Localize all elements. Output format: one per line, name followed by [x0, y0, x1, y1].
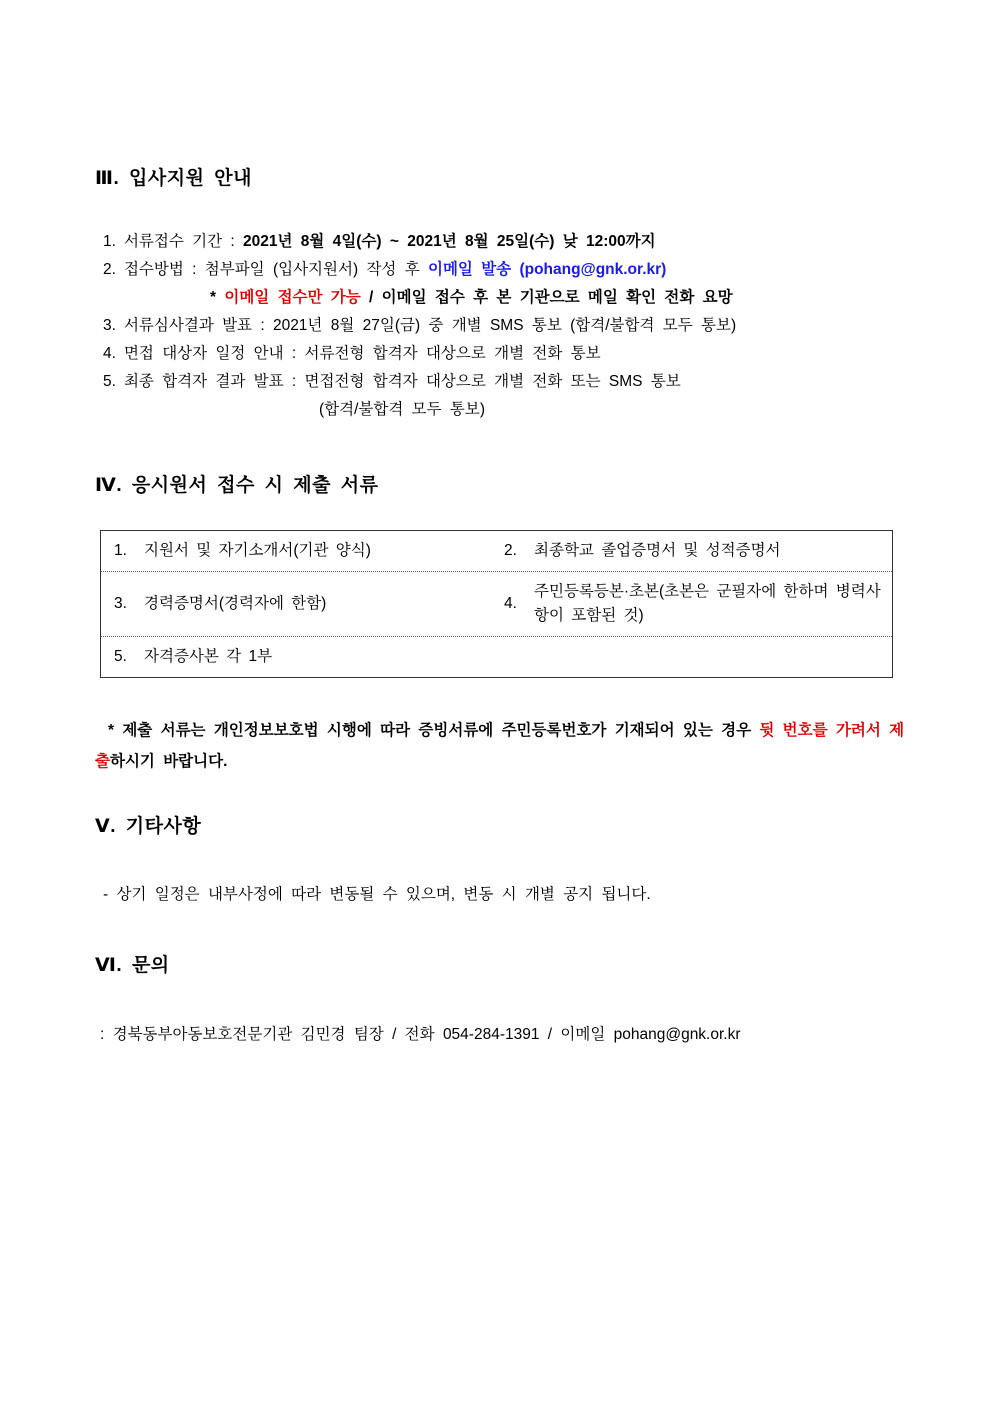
email-address: (pohang@gnk.or.kr): [511, 261, 667, 278]
cell-text: 최종학교 졸업증명서 및 성적증명서: [534, 542, 781, 559]
cell-number: 5.: [114, 648, 127, 665]
item-number: 4.: [103, 345, 116, 362]
application-period: 2021년 8월 4일(수) ~ 2021년 8월 25일(수) 낮 12:00까지: [243, 233, 656, 250]
section-6-heading: Ⅵ. 문의: [95, 955, 170, 976]
section-4-heading: Ⅳ. 응시원서 접수 시 제출 서류: [95, 475, 379, 496]
cell-number: 1.: [114, 542, 127, 559]
cell-number: 2.: [504, 542, 517, 559]
item-text: 서류심사결과 발표 : 2021년 8월 27일(금) 중 개별 SMS 통보 (합격/불합격 모두 통보): [123, 317, 737, 334]
cell-text: 자격증사본 각 1부: [144, 648, 273, 665]
note-prefix: * 제출 서류는 개인정보보호법 시행에 따라 증빙서류에 주민등록번호가 기재되어 있는 경우: [108, 722, 760, 739]
item-number: 2.: [103, 261, 116, 278]
section-3-list: [95, 228, 910, 424]
list-item-3: [95, 312, 910, 340]
list-item-5-continuation: (합격/불합격 모두 통보): [319, 401, 486, 418]
cell-text: 주민등록등본·초본(초본은 군필자에 한하며 병력사항이 포함된 것): [534, 583, 881, 624]
section-5-heading: Ⅴ. 기타사항: [95, 816, 202, 837]
item-number: 3.: [103, 317, 116, 334]
item-number: 5.: [103, 373, 116, 390]
list-item-5: [95, 368, 910, 396]
table-row: [101, 531, 892, 572]
section-3-heading: Ⅲ. 입사지원 안내: [95, 168, 252, 189]
item-number: 1.: [103, 233, 116, 250]
item-label: 접수방법 : 첨부파일 (입사지원서) 작성 후: [123, 261, 428, 278]
cell-number: 4.: [504, 595, 517, 612]
list-item-2: [95, 256, 910, 284]
note-red-emphasis: 뒷 번호를 가려서 제출: [95, 722, 905, 770]
email-only-note: [95, 284, 910, 312]
cell-text: 지원서 및 자기소개서(기관 양식): [144, 542, 371, 559]
submission-documents-table: [100, 530, 893, 678]
email-send-emphasis: 이메일 발송: [427, 261, 512, 278]
item-label: 서류접수 기간 :: [123, 233, 244, 250]
item-text: 면접 대상자 일정 안내 : 서류전형 합격자 대상으로 개별 전화 통보: [123, 345, 601, 362]
list-item-4: [95, 340, 910, 368]
privacy-note: [95, 715, 910, 777]
email-note-rest: / 이메일 접수 후 본 기관으로 메일 확인 전화 요망: [360, 289, 733, 306]
contact-info-line: : 경북동부아동보호전문기관 김민경 팀장 / 전화 054-284-1391 / 이메일 pohang@gnk.or.kr: [100, 1026, 741, 1043]
email-only-emphasis: 이메일 접수만 가능: [224, 289, 361, 306]
cell-text: 경력증명서(경력자에 한함): [144, 595, 327, 612]
asterisk: *: [210, 289, 225, 306]
schedule-change-note: - 상기 일정은 내부사정에 따라 변동될 수 있으며, 변동 시 개별 공지 됩니다.: [103, 886, 651, 903]
list-item-1: [95, 228, 910, 256]
note-suffix: 하시기 바랍니다.: [109, 753, 228, 770]
item-text: 최종 합격자 결과 발표 : 면접전형 합격자 대상으로 개별 전화 또는 SMS 통보: [123, 373, 681, 390]
cell-number: 3.: [114, 595, 127, 612]
table-row: [101, 572, 892, 637]
table-row: [101, 637, 892, 677]
